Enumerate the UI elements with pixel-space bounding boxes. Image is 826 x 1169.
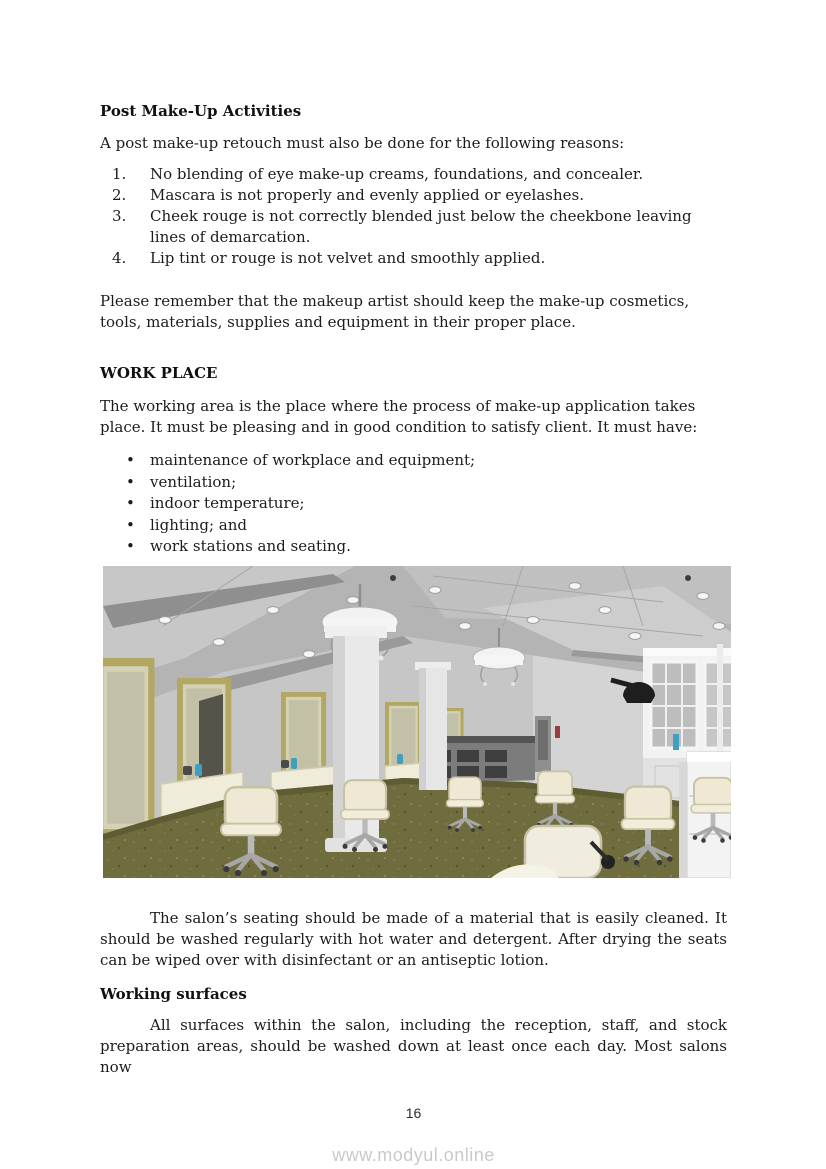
bullet-icon: • [126,494,135,513]
paragraph-salon-seating: The salon’s seating should be made of a material that is easily cleaned. It should be washed regularly with hot water and detergent. After drying the seats can be wiped over with disinfectant or an antiseptic lotion. [100,908,727,969]
paragraph-remember: Please remember that the makeup artist should keep the make-up cosmetics, tools, materials, supplies and equipment in their proper place. [100,292,690,331]
list-number: 1. [112,165,127,183]
bullet-icon: • [126,472,135,491]
list-item-text: work stations and seating. [150,537,351,556]
watermark-text: www.modyul.online [332,1144,495,1165]
heading-working-surfaces: Working surfaces [100,984,247,1003]
bullet-icon: • [126,451,135,469]
list-item-text: lighting; and [150,515,247,534]
list-item-text: No blending of eye make-up creams, foundations, and concealer. [150,165,644,183]
list-item [100,472,727,494]
paragraph-working-area: The working area is the place where the process of make-up application takes place. It must be pleasing and in good condition to satisfy client. It must have: [100,397,698,436]
list-item-text: Mascara is not properly and evenly applied or eyelashes. [150,186,584,204]
list-item [100,536,727,558]
numbered-list [100,164,727,269]
paragraph-working-surfaces: All surfaces within the salon, including the reception, staff, and stock preparation areas, should be washed down at least once each day. Most salons now [100,1015,727,1076]
list-number: 4. [112,249,127,267]
salon-photo-illustration [103,566,731,878]
list-item-text: Cheek rouge is not correctly blended just below the cheekbone leaving lines of demarcation. [150,207,692,246]
list-item-text: Lip tint or rouge is not velvet and smoothly applied. [150,249,546,267]
heading-post-makeup-activities: Post Make-Up Activities [100,102,302,120]
bullet-list [100,450,727,558]
page-number: 16 [405,1104,422,1121]
bullet-icon: • [126,515,135,534]
list-number: 2. [112,186,127,204]
list-item [100,493,727,515]
list-item [100,248,727,269]
list-item [100,185,727,206]
list-number: 3. [112,207,127,225]
list-item [100,164,727,185]
heading-work-place: WORK PLACE [100,364,218,382]
list-item [100,515,727,537]
list-item-text: ventilation; [150,472,237,491]
list-item-text: maintenance of workplace and equipment; [150,451,476,469]
salon-interior-photo [103,566,731,878]
list-item-text: indoor temperature; [150,494,305,513]
paragraph-intro: A post make-up retouch must also be done for the following reasons: [100,134,625,152]
bullet-icon: • [126,537,135,556]
list-item [100,450,727,472]
list-item [100,206,727,248]
